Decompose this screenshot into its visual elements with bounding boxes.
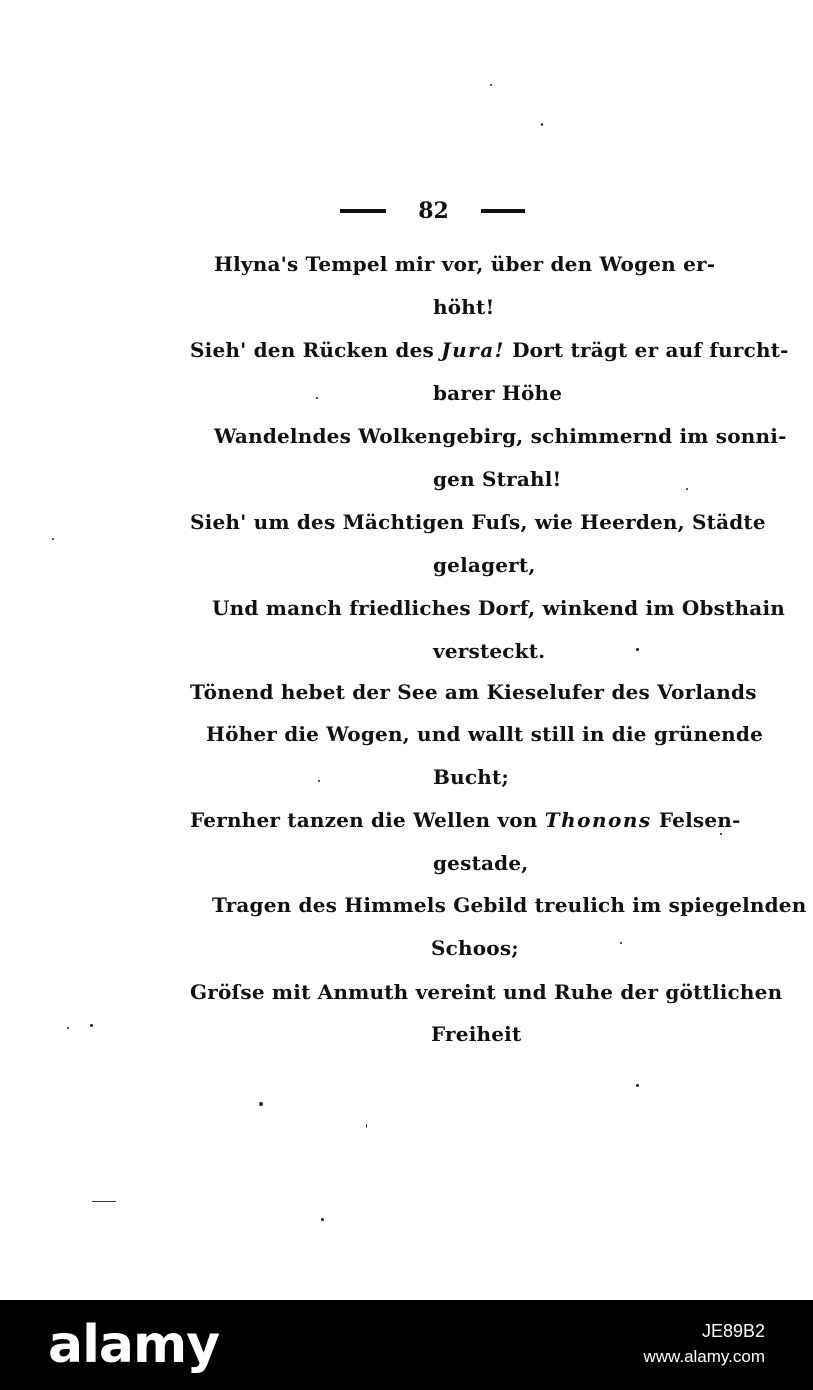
- scan-speck: [52, 538, 54, 540]
- site-url: www.alamy.com: [643, 1347, 765, 1366]
- verse-line: Wandelndes Wolkengebirg, schimmernd im sonni-: [214, 424, 787, 448]
- verse-line: gelagert,: [433, 553, 536, 577]
- scan-mark: [92, 1201, 116, 1202]
- scan-speck: [720, 833, 722, 835]
- scan-speck: [636, 648, 639, 651]
- image-id: JE89B2: [701, 1321, 765, 1341]
- scan-speck: [259, 1102, 263, 1106]
- verse-line: Bucht;: [433, 765, 509, 789]
- scan-speck: [90, 1024, 93, 1027]
- verse-line: Fernher tanzen die Wellen von Thonons Felsen-: [190, 808, 741, 832]
- verse-line: gen Strahl!: [433, 467, 562, 491]
- scan-speck: [318, 780, 320, 782]
- verse-line: Sieh' den Rücken des Jura! Dort trägt er auf furcht-: [190, 338, 789, 362]
- verse-line: höht!: [433, 295, 495, 319]
- scan-speck: [321, 1218, 324, 1221]
- verse-line: Freiheit: [431, 1022, 522, 1046]
- scan-speck: [67, 1027, 69, 1029]
- scan-speck: [366, 1124, 367, 1128]
- scan-speck: [316, 397, 318, 399]
- page-header: [340, 196, 525, 226]
- header-dash-right: [481, 209, 525, 213]
- scan-speck: [636, 1084, 639, 1087]
- verse-line: versteckt.: [433, 639, 546, 663]
- verse-line: Gröſse mit Anmuth vereint und Ruhe der göttlichen: [190, 980, 783, 1004]
- verse-line: Hlyna's Tempel mir vor, über den Wogen er-: [214, 252, 716, 276]
- verse-line: barer Höhe: [433, 381, 563, 405]
- scan-speck: [490, 84, 492, 86]
- watermark-footer: [0, 1300, 813, 1390]
- verse-line: Höher die Wogen, und wallt still in die grünende: [206, 722, 764, 746]
- verse-line: Und manch friedliches Dorf, winkend im Obsthain: [212, 596, 785, 620]
- header-dash-left: [340, 209, 386, 213]
- verse-line: Sieh' um des Mächtigen Fuſs, wie Heerden, Städte: [190, 510, 766, 534]
- scan-speck: [620, 942, 622, 944]
- scan-speck: [686, 488, 688, 490]
- page-number: 82: [418, 198, 449, 224]
- scan-speck: [541, 123, 543, 126]
- verse-line: Schoos;: [431, 936, 519, 960]
- verse-line: Tönend hebet der See am Kieselufer des Vorlands: [190, 680, 757, 704]
- verse-line: Tragen des Himmels Gebild treulich im spiegelnden: [212, 893, 807, 917]
- stock-image-info: [643, 1318, 765, 1370]
- verse-line: gestade,: [433, 851, 529, 875]
- alamy-logo: alamy: [48, 1315, 220, 1375]
